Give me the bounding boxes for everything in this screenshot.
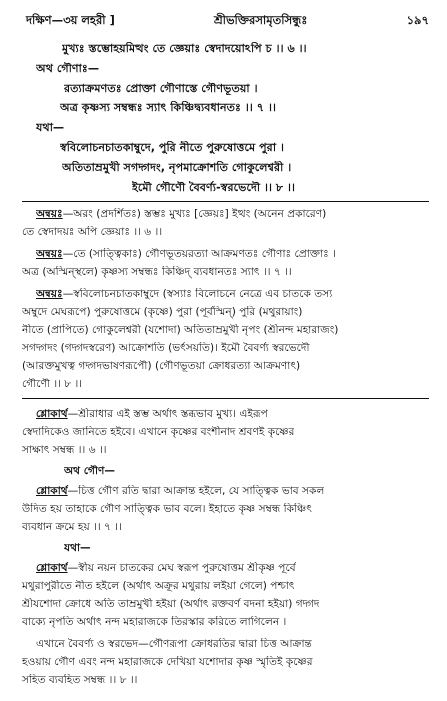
divider-top: [22, 201, 429, 202]
header-chapter: দক্ষিণ—৩য় লহরী ]: [26, 12, 115, 27]
anvaya-6-line-1: [36, 208, 326, 221]
translation-6-text-1: —শ্রীরাধার এই স্তম্ভ অর্থাৎ স্তব্ধভাব মুখ্য। এইরূপ: [67, 408, 268, 420]
anvaya-8-line-4: সগদ্গদং (গদ্গদস্বরেণ) আক্রোশতি (ভর্ৎসয়তি)। ইমৌ বৈবর্ণ্য স্বরভেদৌ: [22, 342, 310, 354]
translation-label: শ্লোকার্থ: [36, 562, 68, 574]
translation-8-text-1: —স্বীয় নয়ন চাতকের মেঘ স্বরূপ পুরুষোত্তম শ্রীকৃষ্ণ পূর্বে: [67, 562, 296, 574]
verse-line-6: মুখ্যঃ স্তম্ভোহয়মিত্থং তে জ্ঞেয়াঃ স্বেদাদয়োঽপি চ ।। ৬ ।।: [62, 42, 307, 55]
translation-7-line-3: ব্যবধান ক্রমে হয় ।। ৭ ।।: [22, 521, 122, 533]
anvaya-8-text-1: —স্ববিলোচনচাতকাম্বুদে (স্বস্যাঃ বিলোচনে নেত্রে এব চাতকে তস্য: [62, 288, 333, 300]
translation-6-line-3: সাক্ষাৎ সম্বন্ধ ।। ৬ ।।: [22, 444, 107, 456]
translation-7-line-2: উদিত হয় তাহাকে গৌণ সাত্ত্বিক ভাব বলে। ইহাতে কৃষ্ণ সম্বন্ধ কিঞ্চিৎ: [22, 503, 312, 515]
anvaya-6-line-2: তে স্বেদাদয়ঃ অপি জ্ঞেয়াঃ ।। ৬ ।।: [22, 226, 163, 238]
page-header: [26, 10, 429, 32]
verse-yatha: যথা—: [36, 121, 65, 134]
anvaya-8-line-1: [36, 288, 332, 301]
verse-line-8c: ইমৌ গৌণৌ বৈবর্ণ্য-স্বরভেদৌ ।। ৮ ।।: [132, 181, 295, 194]
page-number: ১৯৭: [406, 12, 429, 27]
anvaya-label: অন্বয়ঃ: [36, 208, 63, 220]
translation-8-line-2: মথুরাপুরীতে নীত হইলে (অর্থাৎ অক্রূর মথুরায় লইয়া গেলে) পশ্চাৎ: [22, 580, 295, 592]
anvaya-6-text-1: —অরং (প্রদর্শিতঃ) স্তম্ভঃ মুখ্যঃ [জ্ঞেয়ঃ] ইত্থং (অনেন প্রকারেণ): [62, 208, 327, 220]
translation-yatha: যথা—: [64, 542, 91, 554]
translation-atha-gauna: অথ গৌণ—: [64, 465, 115, 477]
translation-7-line-1: [36, 485, 324, 498]
anvaya-label: অন্বয়ঃ: [36, 248, 63, 260]
translation-6-line-2: স্বেদাদিকেও জানিতে হইবে। এখানে কৃষ্ণের বংশীনাদ শ্রবণই কৃষ্ণের: [22, 426, 295, 438]
header-book-title: শ্রীভক্তিরসামৃতসিন্ধুঃ: [214, 12, 308, 27]
verse-line-7a: রত্যাক্রমণতঃ প্রোক্তা গৌণাস্তে গৌণভূতয়া ।: [64, 82, 258, 95]
verse-line-8a: স্ববিলোচনচাতকাম্বুদে, পুরি নীতে পুরুষোত্তমে পুরা ।: [60, 141, 284, 154]
anvaya-7-line-2: অত্র (অস্মিন্স্থলে) কৃষ্ণস্য সম্বন্ধঃ কিঞ্চিদ্ ব্যবধানতঃ স্যাৎ ।। ৭ ।।: [22, 266, 292, 278]
anvaya-8-line-5: (আরক্তমুখত্ব গদ্গদভাষণরূপৌ) (গৌণভূতয়া ক্রোধরত্যা আক্রমণাৎ): [22, 360, 301, 372]
explanation-line-2: হওয়ায় গৌণ এবং নন্দ মহারাজকে দেখিয়া যশোদার কৃষ্ণ স্মৃতিই কৃষ্ণের: [22, 656, 313, 668]
translation-6-line-1: [36, 408, 268, 421]
anvaya-7-text-1: —তে (সাত্ত্বিকাঃ) গৌণভূতয়রত্যা আক্রমণতঃ গৌণাঃ প্রোক্তাঃ ।: [62, 248, 336, 260]
verse-line-8b: অতিতাম্রমুখী সগদ্গদং, নৃপমাক্রোশতি গোকুলেশ্বরী ।: [62, 161, 292, 174]
divider-bottom: [22, 398, 429, 399]
anvaya-7-line-1: [36, 248, 336, 261]
explanation-line-1: এখানে বৈবর্ণ্য ও স্বরভেদ—গৌণরূপা ক্রোধরতির দ্বারা চিত্ত আক্রান্ত: [36, 638, 312, 650]
verse-line-7b: অত্র কৃষ্ণস্য সম্বন্ধঃ স্যাৎ কিঞ্চিদ্ব্যবধানতঃ ।। ৭ ।।: [60, 101, 276, 114]
anvaya-8-line-6: গৌণৌ ।। ৮ ।।: [22, 378, 83, 390]
translation-8-line-4: বাক্যে নৃপতি অর্থাৎ নন্দ মহারাজকে তিরস্কার করিতে লাগিলেন ।: [22, 616, 287, 628]
anvaya-label: অন্বয়ঃ: [36, 288, 63, 300]
translation-7-text-1: —চিত্ত গৌণ রতি দ্বারা আক্রান্ত হইলে, যে সাত্ত্বিক ভাব সকল: [67, 485, 325, 497]
translation-8-line-1: [36, 562, 296, 575]
translation-label: শ্লোকার্থ: [36, 408, 68, 420]
anvaya-8-line-2: অম্বুদে মেঘরূপে) পুরুষোত্তমে (কৃষ্ণে) পুরা (পূর্বস্মিন্) পুরি (মথুরায়াং): [22, 306, 303, 318]
translation-label: শ্লোকার্থ: [36, 485, 68, 497]
anvaya-8-line-3: নীতে (প্রাপিতে) গোকুলেশ্বরী (যশোদা) অতিতাম্রমুখী নৃপং (শ্রীনন্দ মহারাজং): [22, 324, 339, 336]
translation-8-line-3: শ্রীযশোদা ক্রোধে অতি তাম্রমুখী হইয়া (অর্থাৎ রক্তবর্ণ বদনা হইয়া) গদ্গদ: [22, 598, 320, 610]
verse-atha-gauna: অথ গৌণাঃ—: [36, 62, 100, 75]
explanation-line-3: সহিত ব্যবহিত সম্বন্ধ ।। ৮ ।।: [22, 674, 138, 686]
